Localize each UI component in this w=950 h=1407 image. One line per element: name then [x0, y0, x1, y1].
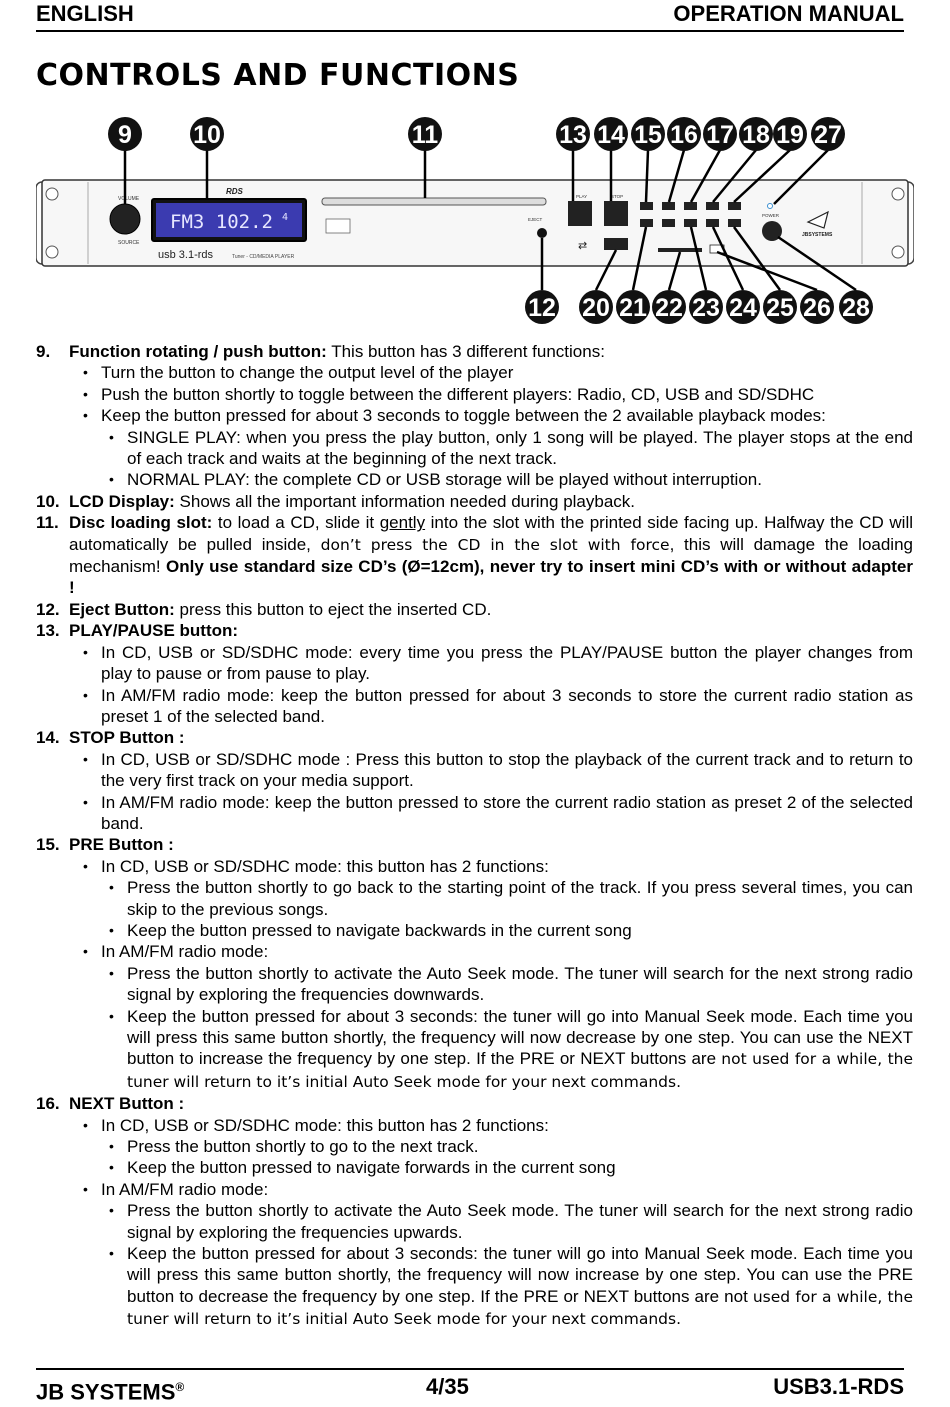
- volume-label: VOLUME: [118, 196, 140, 202]
- list-item: • In AM/FM radio mode: keep the button pressed for about 3 seconds to store the current radio station as preset 1 of the selected band.: [101, 685, 913, 728]
- item-number: 13.: [36, 621, 60, 641]
- callout-22: [652, 290, 686, 324]
- svg-text:19: 19: [776, 121, 804, 149]
- svg-text:27: 27: [814, 121, 842, 149]
- callout-14: [594, 117, 628, 151]
- svg-text:16: 16: [670, 121, 698, 149]
- callout-19: [773, 117, 807, 151]
- jbsystems-logo: JBSYSTEMS: [802, 232, 833, 238]
- svg-text:10: 10: [193, 121, 221, 149]
- callout-26: [800, 290, 834, 324]
- callout-24: [726, 290, 760, 324]
- callout-10: [190, 117, 224, 151]
- warning-text: Only use standard size CD’s (Ø=12cm), never try to insert mini CD’s with or without adapter !: [69, 557, 913, 598]
- callout-16: [667, 117, 701, 151]
- item-number: 16.: [36, 1094, 60, 1114]
- callout-12: [525, 290, 559, 324]
- list-item: • In AM/FM radio mode: keep the button pressed to store the current radio station as preset 2 of the selected band.: [101, 792, 913, 835]
- list-item: • In AM/FM radio mode: • Press the button shortly to activate the Auto Seek mode. The tuner will search for the next strong radio signal by exploring the frequencies upwards. • Keep the button pressed for about 3 seconds: the tuner will go into Manual Seek mode. Each time you will press this same button shortly, the frequency will now increase by one step. You can use the PRE button to decrease the frequency by one step. If the PRE or NEXT buttons are not used for a while, the tuner will return to it’s initial Auto Seek mode for your next commands.: [101, 1179, 913, 1331]
- item-title: Disc loading slot:: [69, 513, 213, 533]
- item-title: Eject Button:: [69, 599, 175, 619]
- lcd-preset: 4: [282, 212, 289, 223]
- page-number: 4/35: [426, 1374, 469, 1399]
- callout-27: [811, 117, 845, 151]
- disc-slot: [322, 198, 546, 205]
- item-9: [36, 341, 913, 491]
- eject-button: [537, 228, 547, 238]
- sub-list-item: • Keep the button pressed to navigate forwards in the current song: [127, 1157, 913, 1178]
- svg-text:28: 28: [842, 294, 870, 322]
- list-item: • Push the button shortly to toggle between the different players: Radio, CD, USB and SD/SDHC: [101, 384, 913, 405]
- sub-list-item: • Press the button shortly to activate the Auto Seek mode. The tuner will search for the next strong radio signal by exploring the frequencies downwards.: [127, 963, 913, 1006]
- list-item: • In CD, USB or SD/SDHC mode: this button has 2 functions: • Press the button shortly to go back to the starting point of the track. If you press several times, you can skip to the previous songs. • Keep the button pressed to navigate backwards in the current song: [101, 856, 913, 942]
- model-subtitle: Tuner - CD/MEDIA PLAYER: [232, 254, 295, 260]
- front-panel-figure: [36, 112, 914, 330]
- item-number: 11.: [36, 513, 59, 533]
- callout-17: [703, 117, 737, 151]
- item-10: [36, 491, 913, 512]
- item-title: PRE Button :: [69, 835, 174, 855]
- list-item: • In AM/FM radio mode: • Press the button shortly to activate the Auto Seek mode. The tuner will search for the next strong radio signal by exploring the frequencies downwards. • Keep the button pressed for about 3 seconds: the tuner will go into Manual Seek mode. Each time you will press this same button shortly, the frequency will now decrease by one step. You can use the NEXT button to increase the frequency by one step. If the PRE or NEXT buttons are not used for a while, the tuner will return to it’s initial Auto Seek mode for your next commands.: [101, 941, 913, 1093]
- item-title: STOP Button :: [69, 728, 185, 748]
- svg-text:26: 26: [803, 294, 831, 322]
- item-text: Shows all the important information needed during playback.: [174, 491, 636, 511]
- svg-text:13: 13: [559, 121, 587, 149]
- controls-list: [36, 341, 913, 1331]
- rds-logo: RDS: [226, 187, 243, 196]
- play-button: [568, 201, 592, 226]
- item-title: NEXT Button :: [69, 1094, 185, 1114]
- callout-11: [408, 117, 442, 151]
- sub-list-item: • Press the button shortly to go to the next track.: [127, 1136, 913, 1157]
- item-title: PLAY/PAUSE button:: [69, 621, 239, 641]
- svg-text:18: 18: [742, 121, 770, 149]
- item-12: [36, 599, 913, 620]
- sub-list-item: • NORMAL PLAY: the complete CD or USB storage will be played without interruption.: [127, 469, 913, 490]
- callout-18: [739, 117, 773, 151]
- sub-list-item: • SINGLE PLAY: when you press the play button, only 1 song will be played. The player stops at the end of each track and waits at the beginning of the next track.: [127, 427, 913, 470]
- function-knob: [110, 204, 140, 234]
- item-number: 15.: [36, 835, 60, 855]
- item-text: press this button to eject the inserted CD.: [174, 599, 492, 619]
- footer-model: USB3.1-RDS: [773, 1374, 904, 1399]
- callout-23: [689, 290, 723, 324]
- list-item: • In CD, USB or SD/SDHC mode: every time you press the PLAY/PAUSE button the player changes from play to pause or from pause to play.: [101, 642, 913, 685]
- model-name: usb 3.1-rds: [158, 249, 214, 261]
- svg-text:12: 12: [528, 294, 556, 322]
- lcd-text: FM3 102.2: [170, 211, 273, 233]
- svg-text:25: 25: [766, 294, 794, 322]
- item-15: [36, 834, 913, 1093]
- callout-13: [556, 117, 590, 151]
- item-number: 10.: [36, 491, 60, 511]
- svg-text:24: 24: [729, 294, 757, 322]
- power-label: POWER: [762, 213, 780, 218]
- list-item: • Turn the button to change the output level of the player: [101, 362, 913, 383]
- item-number: 9.: [36, 342, 51, 361]
- item-11: 11. Disc loading slot: to load a CD, slide it gently into the slot with the printed side facing up. Halfway the CD will automatically be pulled inside, don’t press the CD in the slot with force, this will damage the loading mechanism! Only use standard size CD’s (Ø=12cm), never try to insert mini CD’s with or without adapter !: [36, 513, 913, 598]
- list-item: • In CD, USB or SD/SDHC mode : Press this button to stop the playback of the current track and to return to the very first track on your media support.: [101, 749, 913, 792]
- source-label: SOURCE: [118, 240, 140, 246]
- item-16: [36, 1093, 913, 1330]
- svg-text:22: 22: [655, 294, 683, 322]
- sub-list-item: • Keep the button pressed for about 3 seconds: the tuner will go into Manual Seek mode. Each time you will press this same button shortly, the frequency will now increase by one step. You can use the PRE button to decrease the frequency by one step. If the PRE or NEXT buttons are not used for a while, the tuner will return to it’s initial Auto Seek mode for your next commands.: [127, 1243, 913, 1331]
- item-title: LCD Display:: [69, 491, 175, 511]
- page-footer: [36, 1368, 904, 1405]
- usb-icon: ⇄: [578, 239, 588, 252]
- header-language: ENGLISH: [36, 1, 134, 26]
- callout-28: [839, 290, 873, 324]
- svg-text:20: 20: [582, 294, 610, 322]
- sub-list-item: • Press the button shortly to go back to the starting point of the track. If you press several times, you can skip to the previous songs.: [127, 877, 913, 920]
- sub-list-item: • Keep the button pressed to navigate backwards in the current song: [127, 920, 913, 941]
- callout-9: [108, 117, 142, 151]
- svg-text:11: 11: [411, 121, 439, 149]
- sub-list-item: • Keep the button pressed for about 3 seconds: the tuner will go into Manual Seek mode. Each time you will press this same button shortly, the frequency will now decrease by one step. You can use the NEXT button to increase the frequency by one step. If the PRE or NEXT buttons are not used for a while, the tuner will return to it’s initial Auto Seek mode for your next commands.: [127, 1006, 913, 1094]
- svg-text:15: 15: [634, 121, 662, 149]
- sub-list-item: • Press the button shortly to activate the Auto Seek mode. The tuner will search for the next strong radio signal by exploring the frequencies upwards.: [127, 1200, 913, 1243]
- play-label: PLAY: [576, 194, 588, 199]
- stop-label: STOP: [611, 194, 624, 199]
- usb-port: [604, 238, 628, 250]
- callout-21: [616, 290, 650, 324]
- cd-logo: [326, 219, 350, 233]
- warning-text: don’t press the CD in the slot with force: [320, 535, 670, 554]
- item-14: [36, 727, 913, 834]
- svg-text:9: 9: [118, 121, 132, 149]
- callout-25: [763, 290, 797, 324]
- svg-text:21: 21: [619, 294, 647, 322]
- stop-button: [604, 201, 628, 226]
- item-title: Function rotating / push button:: [69, 342, 327, 361]
- svg-text:23: 23: [692, 294, 720, 322]
- item-number: 12.: [36, 599, 60, 619]
- list-item: • In CD, USB or SD/SDHC mode: this button has 2 functions: • Press the button shortly to go to the next track. • Keep the button pressed to navigate forwards in the current song: [101, 1115, 913, 1179]
- page-header: [36, 0, 904, 32]
- list-item: • Keep the button pressed for about 3 seconds to toggle between the 2 available playback modes: • SINGLE PLAY: when you press the play button, only 1 song will be played. The player stops at the end of each track and waits at the beginning of the next track. • NORMAL PLAY: the complete CD or USB storage will be played without interruption.: [101, 405, 913, 491]
- item-number: 14.: [36, 728, 60, 748]
- eject-label: EJECT: [528, 217, 543, 222]
- item-13: [36, 620, 913, 727]
- header-doc-type: OPERATION MANUAL: [673, 1, 904, 26]
- item-text: This button has 3 different functions:: [326, 342, 605, 361]
- footer-brand: JB SYSTEMS®: [36, 1379, 185, 1405]
- svg-text:17: 17: [706, 121, 734, 149]
- power-led: [768, 204, 773, 209]
- callout-15: [631, 117, 665, 151]
- svg-text:14: 14: [597, 121, 625, 149]
- callout-20: [579, 290, 613, 324]
- page-title: CONTROLS AND FUNCTIONS: [36, 58, 520, 93]
